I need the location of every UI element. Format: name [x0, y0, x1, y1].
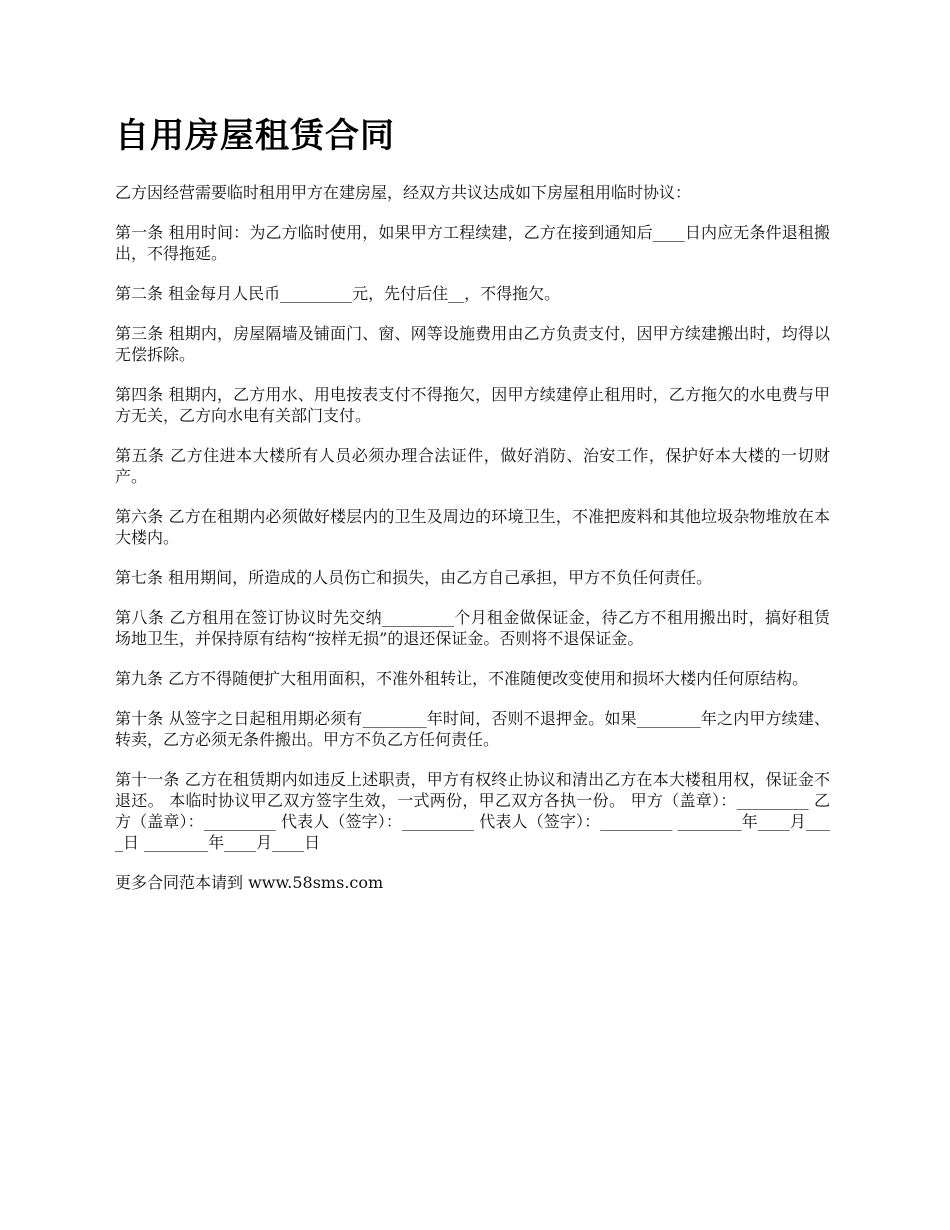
intro-paragraph: 乙方因经营需要临时租用甲方在建房屋，经双方共议达成如下房屋租用临时协议：	[115, 183, 692, 202]
document-title: 自用房屋租赁合同	[115, 116, 395, 156]
article-8: 第八条 乙方租用在签订协议时先交纳_________个月租金做保证金，待乙方不租用搬出时，搞好租赁场地卫生，并保持原有结构“按样无损”的退还保证金。否则将不退保证金。	[115, 608, 830, 648]
article-10: 第十条 从签字之日起租用期必须有________年时间，否则不退押金。如果________年之内甲方续建、转卖，乙方必须无条件搬出。甲方不负乙方任何责任。	[115, 709, 830, 749]
article-5: 第五条 乙方住进本大楼所有人员必须办理合法证件，做好消防、治安工作，保护好本大楼的一切财产。	[115, 446, 830, 486]
article-1: 第一条 租用时间：为乙方临时使用，如果甲方工程续建，乙方在接到通知后____日内应无条件退租搬出，不得拖延。	[115, 223, 830, 263]
article-3: 第三条 租期内，房屋隔墙及铺面门、窗、网等设施费用由乙方负责支付，因甲方续建搬出时，均得以无偿拆除。	[115, 324, 830, 364]
footer-link-text: 更多合同范本请到 www.58sms.com	[115, 873, 384, 892]
article-7: 第七条 租用期间，所造成的人员伤亡和损失，由乙方自己承担，甲方不负任何责任。	[115, 568, 713, 587]
article-2: 第二条 租金每月人民币_________元，先付后住__，不得拖欠。	[115, 284, 561, 303]
article-11: 第十一条 乙方在租赁期内如违反上述职责，甲方有权终止协议和清出乙方在本大楼租用权，保证金不退还。 本临时协议甲乙双方签字生效，一式两份，甲乙双方各执一份。 甲方（盖章）：_________ 乙方（盖章）：_________ 代表人（签字）：_________ 代表人（签字）：_________ ________年____月____日 ________年____月____日	[115, 770, 830, 852]
article-9: 第九条 乙方不得随便扩大租用面积，不准外租转让，不准随便改变使用和损坏大楼内任何原结构。	[115, 669, 809, 688]
article-4: 第四条 租期内，乙方用水、用电按表支付不得拖欠，因甲方续建停止租用时，乙方拖欠的水电费与甲方无关，乙方向水电有关部门支付。	[115, 385, 830, 425]
contract-document	[115, 112, 830, 893]
article-6: 第六条 乙方在租期内必须做好楼层内的卫生及周边的环境卫生，不准把废料和其他垃圾杂物堆放在本大楼内。	[115, 507, 830, 547]
